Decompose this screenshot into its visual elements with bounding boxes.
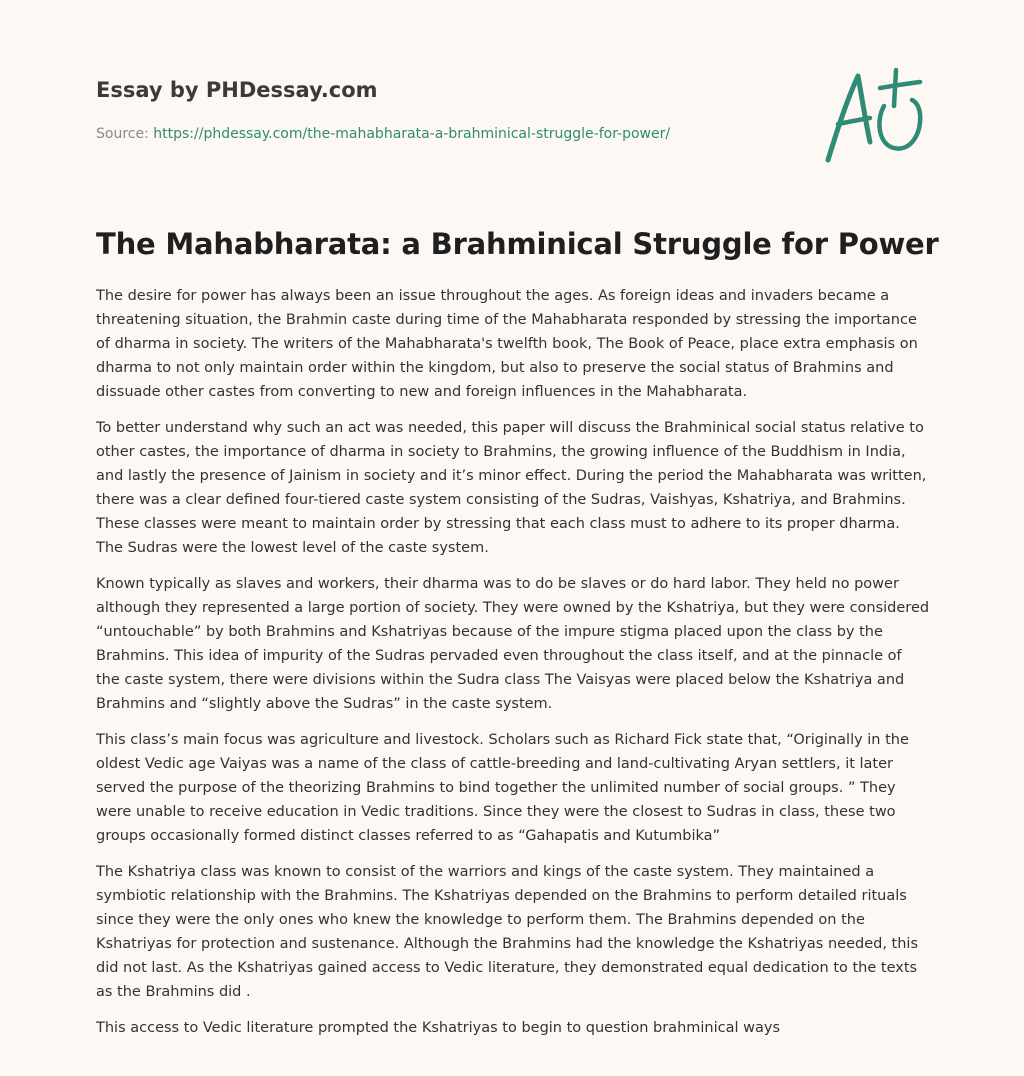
paragraph: The Kshatriya class was known to consist of the warriors and kings of the caste system. They maintained a symbiotic relationship with the Brahmins. The Kshatriyas depended on the Brahmins to perform detailed rituals since they were the only ones who knew the knowledge to perform them. The Brahmins depended on the Kshatriyas for protection and sustenance. Although the Brahmins had the knowledge the Kshatriyas needed, this did not last. As the Kshatriyas gained access to Vedic literature, they demonstrated equal dedication to the texts as the Brahmins did . xyxy=(96,864,919,1000)
brand-title: Essay by PHDessay.com xyxy=(96,78,378,102)
source-label: Source: xyxy=(96,126,154,142)
paragraph: This class’s main focus was agriculture and livestock. Scholars such as Richard Fick state that, “Originally in the oldest Vedic age Vaiyas was a name of the class of cattle-breeding and land-cultivating Aryan settlers, it later served the purpose of the theorizing Brahmins to bind together the unlimited number of social groups. ” They were unable to receive education in Vedic traditions. Since they were the closest to Sudras in class, these two groups occasionally formed distinct classes referred to as “Gahapatis and Kutumbika” xyxy=(96,732,909,844)
page-title: The Mahabharata: a Brahminical Struggle for Power xyxy=(96,227,939,261)
paragraph: The desire for power has always been an issue throughout the ages. As foreign ideas and invaders became a threatening situation, the Brahmin caste during time of the Mahabharata responded by stressing the importance of dharma in society. The writers of the Mahabharata's twelfth book, The Book of Peace, place extra emphasis on dharma to not only maintain order within the kingdom, but also to preserve the social status of Brahmins and dissuade other castes from converting to new and foreign influences in the Mahabharata. xyxy=(96,288,918,400)
a-plus-grade-icon xyxy=(818,62,930,166)
source-link[interactable]: https://phdessay.com/the-mahabharata-a-brahminical-struggle-for-power/ xyxy=(153,126,671,142)
page-header xyxy=(96,76,816,144)
paragraph: This access to Vedic literature prompted the Kshatriyas to begin to question brahminical ways xyxy=(96,1020,781,1036)
paragraph: To better understand why such an act was needed, this paper will discuss the Brahminical social status relative to other castes, the importance of dharma in society to Brahmins, the growing influence of the Buddhism in India, and lastly the presence of Jainism in society and it’s minor effect. During the period the Mahabharata was written, there was a clear defined four-tiered caste system consisting of the Sudras, Vaishyas, Kshatriya, and Brahmins. These classes were meant to maintain order by stressing that each class must to adhere to its proper dharma. The Sudras were the lowest level of the caste system. xyxy=(96,420,927,556)
essay-body xyxy=(96,284,930,1052)
paragraph: Known typically as slaves and workers, their dharma was to do be slaves or do hard labor. They held no power although they represented a large portion of society. They were owned by the Kshatriya, but they were considered “untouchable” by both Brahmins and Kshatriyas because of the impure stigma placed upon the class by the Brahmins. This idea of impurity of the Sudras pervaded even throughout the class itself, and at the pinnacle of the caste system, there were divisions within the Sudra class The Vaisyas were placed below the Kshatriya and Brahmins and “slightly above the Sudras” in the caste system. xyxy=(96,576,930,712)
source-line xyxy=(96,124,816,144)
